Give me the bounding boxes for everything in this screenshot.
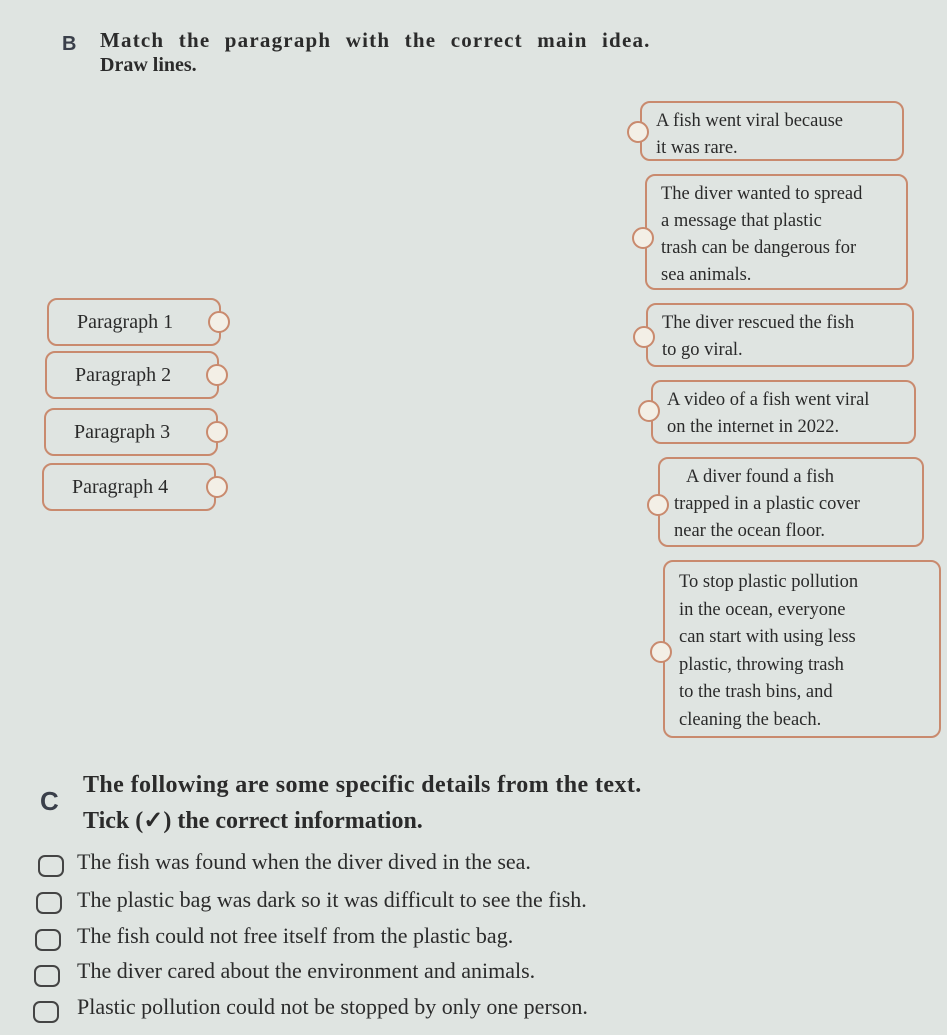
main-idea-line: it was rare. bbox=[656, 138, 738, 158]
main-idea-1-dot[interactable] bbox=[627, 121, 649, 143]
tick-box-5[interactable] bbox=[33, 1001, 59, 1023]
main-idea-line: A diver found a fish bbox=[686, 467, 834, 487]
detail-item-5: Plastic pollution could not be stopped by only one person. bbox=[77, 994, 588, 1019]
main-idea-4-dot[interactable] bbox=[638, 400, 660, 422]
detail-item-4: The diver cared about the environment and animals. bbox=[77, 958, 536, 983]
paragraph-1-dot[interactable] bbox=[208, 311, 230, 333]
main-idea-box bbox=[645, 174, 908, 290]
main-idea-box bbox=[658, 457, 924, 547]
main-idea-line: The diver wanted to spread bbox=[661, 184, 863, 204]
paragraph-3-dot[interactable] bbox=[206, 421, 228, 443]
main-idea-6-dot[interactable] bbox=[650, 641, 672, 663]
detail-item-3: The fish could not free itself from the plastic bag. bbox=[77, 923, 514, 948]
main-idea-line: to go viral. bbox=[662, 340, 743, 360]
main-idea-2-dot[interactable] bbox=[632, 227, 654, 249]
paragraph-2-box: Paragraph 2 bbox=[45, 351, 219, 399]
main-idea-box bbox=[640, 101, 904, 161]
main-idea-line: To stop plastic pollution bbox=[679, 572, 859, 592]
main-idea-line: plastic, throwing trash bbox=[679, 654, 844, 675]
paragraph-4-dot[interactable] bbox=[206, 476, 228, 498]
main-idea-box bbox=[651, 380, 916, 444]
tick-box-3[interactable] bbox=[35, 929, 61, 951]
main-idea-5-dot[interactable] bbox=[647, 494, 669, 516]
main-idea-line: trapped in a plastic cover bbox=[674, 494, 860, 514]
main-idea-line: trash can be dangerous for bbox=[661, 238, 857, 258]
main-idea-line: in the ocean, everyone bbox=[679, 599, 846, 620]
paragraph-1-box: Paragraph 1 bbox=[47, 298, 221, 346]
main-idea-box bbox=[646, 303, 914, 367]
main-idea-line: to the trash bins, and bbox=[679, 682, 833, 702]
main-idea-line: The diver rescued the fish bbox=[662, 313, 855, 333]
section-c-letter: C bbox=[40, 786, 59, 816]
main-idea-line: can start with using less bbox=[679, 627, 856, 647]
tick-box-4[interactable] bbox=[34, 965, 60, 987]
tick-box-2[interactable] bbox=[36, 892, 62, 914]
paragraph-2-dot[interactable] bbox=[206, 364, 228, 386]
main-idea-line: sea animals. bbox=[661, 265, 752, 285]
paragraph-3-box: Paragraph 3 bbox=[44, 408, 218, 456]
main-idea-line: near the ocean floor. bbox=[674, 521, 826, 541]
section-c-instruction: The following are some specific details from the text. bbox=[83, 772, 642, 798]
main-idea-line: A video of a fish went viral bbox=[667, 390, 870, 410]
section-b-letter: B bbox=[62, 33, 77, 55]
section-b-instruction-2: Draw lines. bbox=[100, 54, 197, 76]
main-idea-line: A fish went viral because bbox=[656, 111, 843, 131]
detail-item-2: The plastic bag was dark so it was difficult to see the fish. bbox=[77, 887, 587, 912]
paragraph-4-box: Paragraph 4 bbox=[42, 463, 216, 511]
tick-box-1[interactable] bbox=[38, 855, 64, 877]
detail-item-1: The fish was found when the diver dived in the sea. bbox=[77, 849, 531, 874]
main-idea-line: cleaning the beach. bbox=[679, 709, 822, 730]
section-c-instruction-2: Tick (✓) the correct information. bbox=[83, 808, 423, 834]
main-idea-line: a message that plastic bbox=[661, 211, 822, 231]
section-b-instruction: Match the paragraph with the correct main idea. bbox=[100, 28, 651, 52]
main-idea-line: on the internet in 2022. bbox=[667, 417, 840, 437]
main-idea-box bbox=[663, 560, 941, 738]
main-idea-3-dot[interactable] bbox=[633, 326, 655, 348]
